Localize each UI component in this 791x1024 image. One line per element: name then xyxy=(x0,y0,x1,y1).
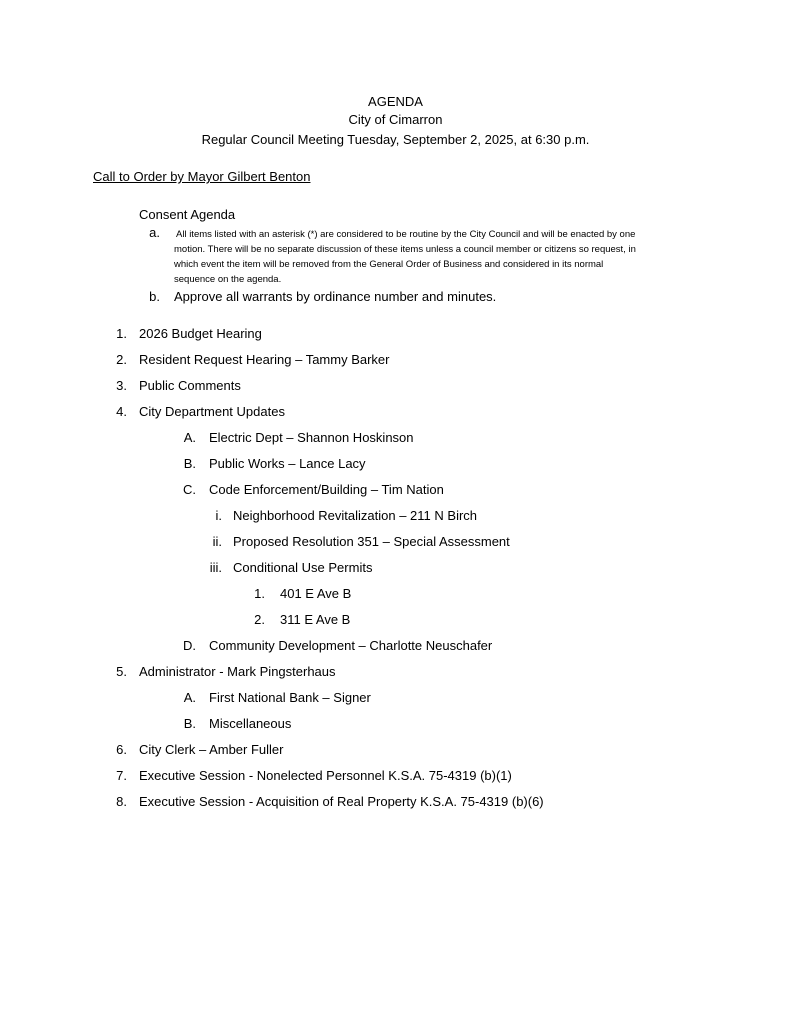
city-name: City of Cimarron xyxy=(348,112,443,127)
item-number: 1. xyxy=(254,586,265,601)
item-number: 2. xyxy=(254,612,265,627)
subitem-letter: D. xyxy=(183,638,196,653)
roman-numeral: i. xyxy=(215,508,222,523)
item-executive-session-property: Executive Session - Acquisition of Real Property K.S.A. 75-4319 (b)(6) xyxy=(139,794,544,809)
subitem-code-enforcement: Code Enforcement/Building – Tim Nation xyxy=(209,482,444,497)
item-dept-updates: City Department Updates xyxy=(139,404,285,419)
consent-b-marker: b. xyxy=(149,289,160,304)
consent-a-line-4: sequence on the agenda. xyxy=(174,274,282,285)
subitem-letter: A. xyxy=(183,690,196,705)
subitem-public-works: Public Works – Lance Lacy xyxy=(209,456,366,471)
subitem-resolution-351: Proposed Resolution 351 – Special Assessment xyxy=(233,534,510,549)
permit-401-e-ave-b: 401 E Ave B xyxy=(280,586,352,601)
item-administrator: Administrator - Mark Pingsterhaus xyxy=(139,664,336,679)
item-number: 7. xyxy=(116,768,127,783)
item-number: 3. xyxy=(116,378,127,393)
call-to-order: Call to Order by Mayor Gilbert Benton xyxy=(93,169,311,184)
consent-a-line-3: which event the item will be removed from the General Order of Business and considered in its normal xyxy=(174,259,604,270)
subitem-neighborhood-revitalization: Neighborhood Revitalization – 211 N Birch xyxy=(233,508,478,523)
subitem-letter: B. xyxy=(183,456,196,471)
subitem-electric-dept: Electric Dept – Shannon Hoskinson xyxy=(209,430,414,445)
subitem-first-national-bank: First National Bank – Signer xyxy=(209,690,371,705)
consent-a-marker: a. xyxy=(149,225,160,240)
subitem-letter: C. xyxy=(183,482,196,497)
permit-311-e-ave-b: 311 E Ave B xyxy=(280,612,351,627)
item-number: 4. xyxy=(116,404,127,419)
roman-numeral: iii. xyxy=(209,560,222,575)
consent-b-text: Approve all warrants by ordinance number and minutes. xyxy=(174,289,497,304)
subitem-community-development: Community Development – Charlotte Neuschafer xyxy=(209,638,493,653)
subitem-conditional-use-permits: Conditional Use Permits xyxy=(233,560,373,575)
item-public-comments: Public Comments xyxy=(139,378,241,393)
item-number: 5. xyxy=(116,664,127,679)
consent-a-line-2: motion. There will be no separate discussion of these items unless a council member or citizens so request, in xyxy=(174,244,636,255)
item-number: 2. xyxy=(116,352,127,367)
item-number: 8. xyxy=(116,794,127,809)
item-resident-request: Resident Request Hearing – Tammy Barker xyxy=(139,352,390,367)
subitem-letter: B. xyxy=(183,716,196,731)
meeting-info: Regular Council Meeting Tuesday, September 2, 2025, at 6:30 p.m. xyxy=(201,132,590,147)
item-executive-session-personnel: Executive Session - Nonelected Personnel K.S.A. 75-4319 (b)(1) xyxy=(139,768,512,783)
subitem-miscellaneous: Miscellaneous xyxy=(209,716,292,731)
consent-a-line-1: All items listed with an asterisk (*) are considered to be routine by the City Council and will be enacted by one xyxy=(176,229,636,240)
item-budget-hearing: 2026 Budget Hearing xyxy=(139,326,262,341)
item-city-clerk: City Clerk – Amber Fuller xyxy=(139,742,284,757)
roman-numeral: ii. xyxy=(212,534,222,549)
consent-agenda-heading: Consent Agenda xyxy=(139,207,236,222)
item-number: 6. xyxy=(116,742,127,757)
agenda-title: AGENDA xyxy=(368,94,423,109)
subitem-letter: A. xyxy=(183,430,196,445)
item-number: 1. xyxy=(116,326,127,341)
